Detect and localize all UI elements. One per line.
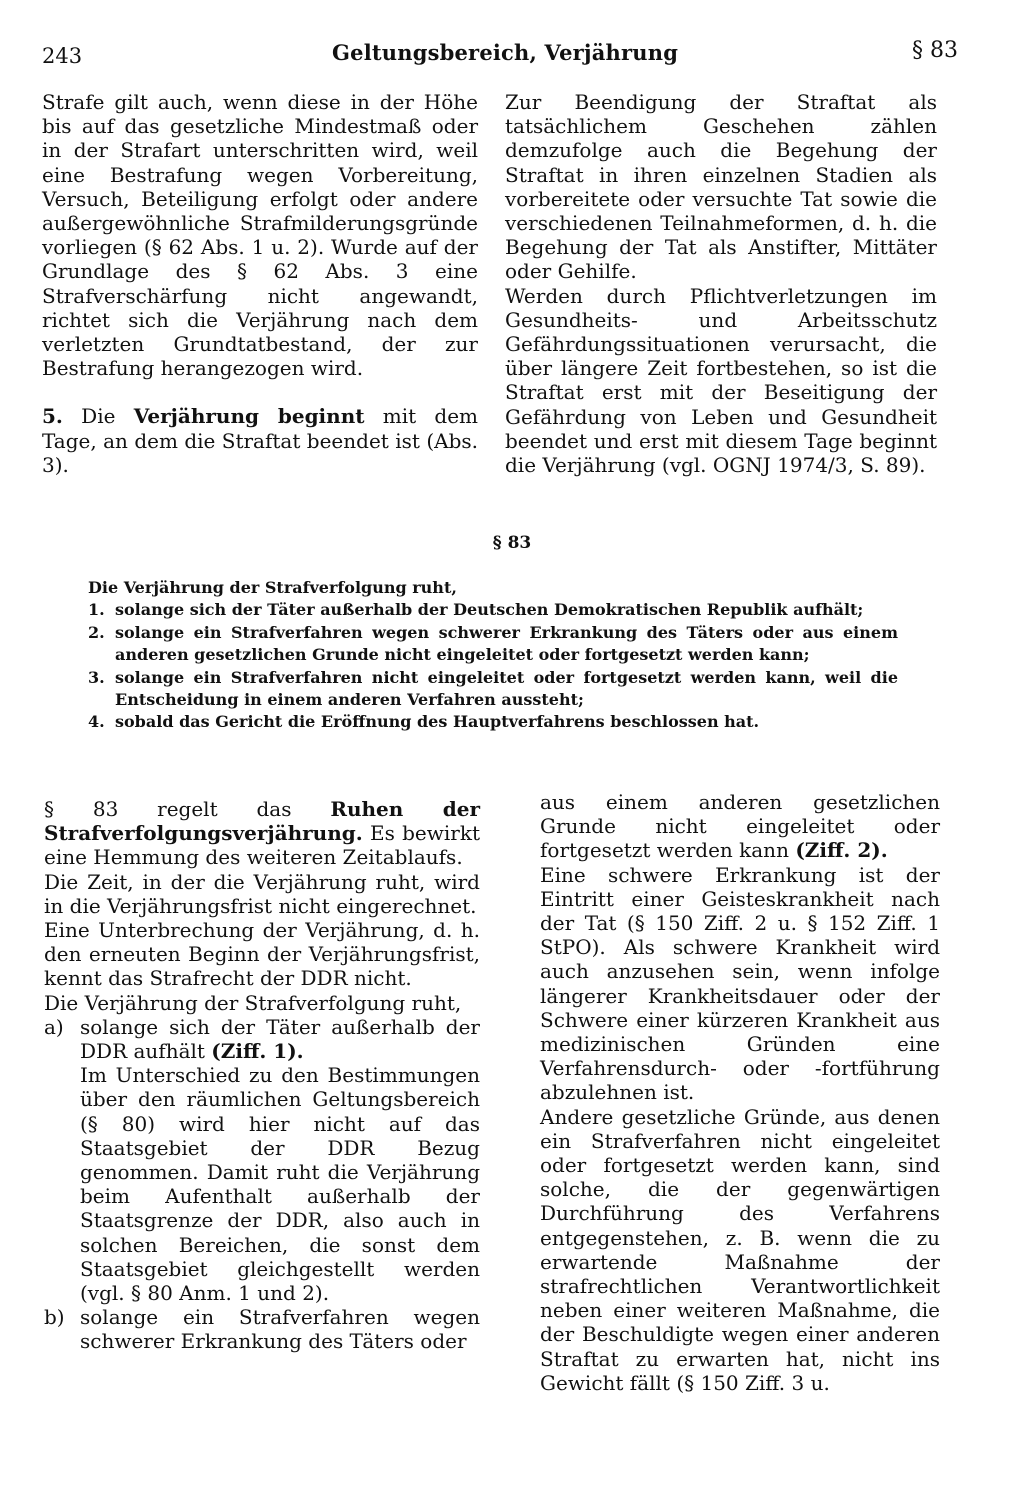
list-item-b	[44, 1305, 480, 1353]
list-text	[80, 1015, 480, 1063]
note-number: 5.	[42, 404, 63, 429]
statute-item	[88, 622, 898, 667]
bold-reference: (Ziff. 1).	[211, 1039, 304, 1064]
statute-intro: Die Verjährung der Strafverfolgung ruht,	[88, 578, 457, 597]
paragraph: Eine schwere Erkrankung ist der Eintritt einer Geisteskrankheit nach der Tat (§ 150 Ziff. 2 u. § 152 Ziff. 1 StPO). Als schwere Krankheit wird auch anzusehen sein, wenn infolge längerer Krankheitsdauer oder der Schwere einer kürzeren Krankheit aus medizinischen Gründen eine Verfahrensdurch- oder -fortführung abzulehnen ist.	[540, 862, 940, 1105]
text-run: solange sich der Täter außerhalb der DDR aufhält	[80, 1014, 480, 1064]
item-text: solange ein Strafverfahren nicht eingeleitet oder fortgesetzt werden kann, weil die Entscheidung in einem anderen Verfahren aussteht;	[115, 667, 898, 710]
item-text: solange sich der Täter außerhalb der Deutschen Demokratischen Republik aufhält;	[115, 600, 864, 620]
item-number: 3.	[88, 667, 105, 687]
item-text: sobald das Gericht die Eröffnung des Hauptverfahrens beschlossen hat.	[115, 712, 760, 732]
item-number: 1.	[88, 600, 105, 620]
list-label: b)	[44, 1305, 65, 1330]
item-text: solange ein Strafverfahren wegen schwerer Erkrankung des Täters oder aus einem anderen gesetzlichen Grunde nicht eingeleitet oder fortgesetzt werden kann;	[115, 622, 898, 665]
running-section: § 83	[912, 38, 958, 63]
statute-item	[88, 667, 898, 712]
list-detail: Im Unterschied zu den Bestimmungen über den räumlichen Geltungsbereich (§ 80) wird hier nicht auf das Staatsgebiet der DDR Bezug genommen. Damit ruht die Verjährung beim Aufenthalt außerhalb der Staatsgrenze der DDR, also auch in solchen Bereichen, die sonst dem Staatsgebiet gleichgestellt werden (vgl. § 80 Anm. 1 und 2).	[80, 1063, 480, 1306]
text-run: § 83 regelt das	[44, 797, 292, 821]
list-text: solange ein Strafverfahren wegen schwerer Erkrankung des Täters oder	[80, 1305, 480, 1354]
text-run: Es bewirkt eine Hemmung des weiteren Zeitablaufs.	[44, 821, 480, 870]
statute-list	[88, 599, 898, 733]
statute-item	[88, 711, 898, 733]
bold-term: Verjährung beginnt	[133, 404, 365, 429]
bold-term: Ruhen der Strafverfolgungsverjährung.	[44, 797, 480, 846]
statute-section-title: § 83	[492, 533, 532, 553]
bottom-right-column	[540, 790, 940, 1395]
text-run: Die	[81, 404, 116, 429]
item-number: 4.	[88, 712, 105, 732]
top-left-column	[42, 90, 478, 477]
text-run: aus einem anderen gesetzlichen Grunde nicht eingeleitet oder fortgesetzt werden kann	[540, 790, 940, 863]
list-label: a)	[44, 1014, 64, 1039]
page-number: 243	[42, 44, 83, 68]
paragraph: Die Verjährung der Strafverfolgung ruht,	[44, 990, 462, 1015]
item-number: 2.	[88, 622, 105, 642]
paragraph: Werden durch Pflichtverletzungen im Gesundheits- und Arbeitsschutz Gefährdungssituationen verursacht, die über längere Zeit fortbestehen, so ist die Straftat erst mit der Beseitigung der Gefährdung von Leben und Gesundheit beendet und erst mit diesem Tage beginnt die Verjährung (vgl. OGNJ 1974/3, S. 89).	[505, 283, 937, 478]
statute-item	[88, 599, 898, 621]
top-right-column	[505, 90, 937, 477]
page-header	[42, 38, 958, 78]
statute-text	[88, 577, 898, 734]
paragraph: Strafe gilt auch, wenn diese in der Höhe bis auf das gesetzliche Mindestmaß oder in der Strafart unterschritten wird, weil eine Bestrafung wegen Vorbereitung, Versuch, Beteiligung erfolgt oder andere außergewöhnliche Strafmilderungsgründe vorliegen (§ 62 Abs. 1 u. 2). Wurde auf der Grundlage des § 62 Abs. 3 eine Strafverschärfung nicht angewandt, richtet sich die Verjährung nach dem verletzten Grundtatbestand, der zur Bestrafung herangezogen wird.	[42, 90, 478, 381]
paragraph	[44, 797, 480, 870]
text-run: mit dem Tage, an dem die Straftat beendet ist (Abs. 3).	[42, 404, 478, 477]
running-title: Geltungsbereich, Verjährung	[332, 40, 679, 65]
paragraph: Andere gesetzliche Gründe, aus denen ein Strafverfahren nicht eingeleitet oder fortgesetzt werden kann, sind solche, die der gegenwärtigen Durchführung des Verfahrens entgegenstehen, z. B. wenn die zu erwartende Maßnahme der strafrechtlichen Verantwortlichkeit neben einer weiteren Maßnahme, die der Beschuldigte wegen einer anderen Straftat zu erwarten hat, nicht ins Gewicht fällt (§ 150 Ziff. 3 u.	[540, 1104, 940, 1395]
paragraph: Die Zeit, in der die Verjährung ruht, wird in die Verjährungsfrist nicht eingerechnet.	[44, 869, 480, 918]
paragraph-note-5	[42, 404, 478, 477]
paragraph: Eine Unterbrechung der Verjährung, d. h. den erneuten Beginn der Verjährungsfrist, kennt das Strafrecht der DDR nicht.	[44, 918, 480, 991]
bold-reference: (Ziff. 2).	[795, 838, 888, 863]
bottom-left-column	[44, 797, 480, 1354]
paragraph: Zur Beendigung der Straftat als tatsächlichem Geschehen zählen demzufolge auch die Begehung der Straftat in ihren einzelnen Stadien als vorbereitete oder versuchte Tat sowie die verschiedenen Teilnahmeformen, d. h. die Begehung der Tat als Anstifter, Mittäter oder Gehilfe.	[505, 90, 937, 284]
paragraph	[540, 790, 940, 863]
list-item-a	[44, 1015, 480, 1305]
